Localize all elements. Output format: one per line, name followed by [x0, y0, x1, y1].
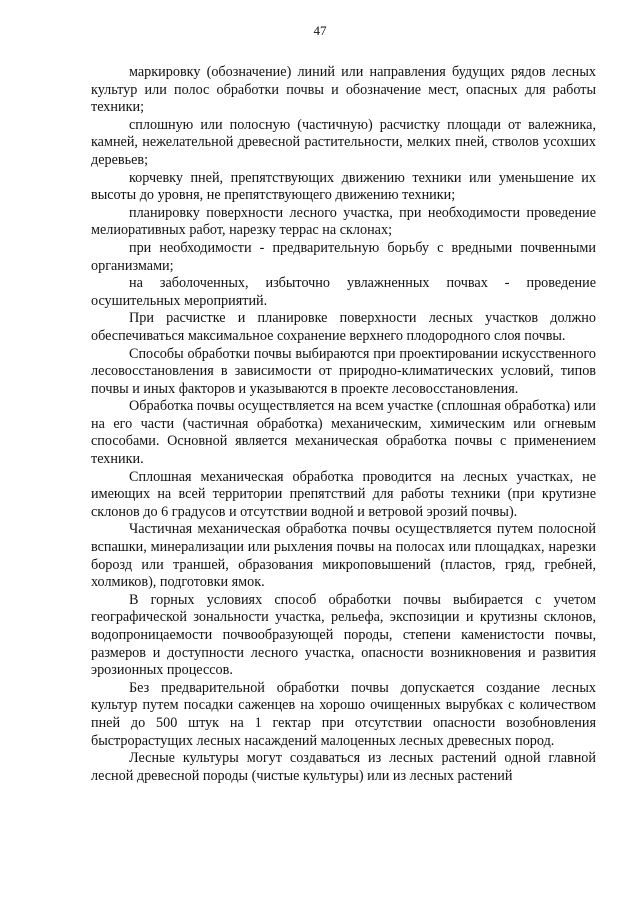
paragraph-marking: маркировку (обозначение) линий или направления будущих рядов лесных культур или полос обработки почвы и обозначение мест, опасных для работы техники;	[91, 64, 596, 116]
paragraph-mountain-conditions: В горных условиях способ обработки почвы выбирается с учетом географической зональности участка, рельефа, экспозиции и крутизны склонов, водопроницаемости почвообразующей породы, степени каменистости почвы, размеров и доступности лесного участка, опасности возникновения и развития эрозионных процессов.	[91, 591, 596, 679]
document-body	[91, 64, 596, 785]
paragraph-tillage-types: Обработка почвы осуществляется на всем участке (сплошная обработка) или на его части (частичная обработка) механическим, химическим или огневым способами. Основной является механическая обработка почвы с применением техники.	[91, 398, 596, 468]
paragraph-surface-planning: планировку поверхности лесного участка, при необходимости проведение мелиоративных работ, нарезку террас на склонах;	[91, 204, 596, 239]
paragraph-clearing: сплошную или полосную (частичную) расчистку площади от валежника, камней, нежелательной древесной растительности, мелких пней, стволов усохших деревьев;	[91, 116, 596, 168]
paragraph-topsoil-preservation: При расчистке и планировке поверхности лесных участков должно обеспечиваться максимальное сохранение верхнего плодородного слоя почвы.	[91, 310, 596, 344]
paragraph-no-tillage: Без предварительной обработки почвы допускается создание лесных культур путем посадки саженцев на хорошо очищенных вырубках с количеством пней до 500 штук на 1 гектар при отсутствии опасности возобновления быстрорастущих лесных насаждений малоценных лесных древесных пород.	[91, 679, 596, 749]
paragraph-tillage-methods: Способы обработки почвы выбираются при проектировании искусственного лесовосстановления в зависимости от природно-климатических условий, типов почвы и иных факторов и указываются в проекте лесовосстановления.	[91, 345, 596, 397]
paragraph-pest-control: при необходимости - предварительную борьбу с вредными почвенными организмами;	[91, 239, 596, 274]
paragraph-forest-cultures: Лесные культуры могут создаваться из лесных растений одной главной лесной древесной породы (чистые культуры) или из лесных растений	[91, 750, 596, 784]
paragraph-full-tillage: Сплошная механическая обработка проводится на лесных участках, не имеющих на всей территории препятствий для работы техники (при крутизне склонов до 6 градусов и отсутствии водной и ветровой эрозий почвы).	[91, 468, 596, 520]
paragraph-stump-removal: корчевку пней, препятствующих движению техники или уменьшение их высоты до уровня, не препятствующего движению техники;	[91, 169, 596, 204]
paragraph-drainage: на заболоченных, избыточно увлажненных почвах - проведение осушительных мероприятий.	[91, 275, 596, 309]
page-number: 47	[313, 23, 327, 38]
paragraph-partial-tillage: Частичная механическая обработка почвы осуществляется путем полосной вспашки, минерализации или рыхления почвы на полосах или площадках, нарезки борозд или траншей, образования микроповышений (пластов, гряд, гребней, холмиков), подготовки ямок.	[91, 521, 596, 591]
